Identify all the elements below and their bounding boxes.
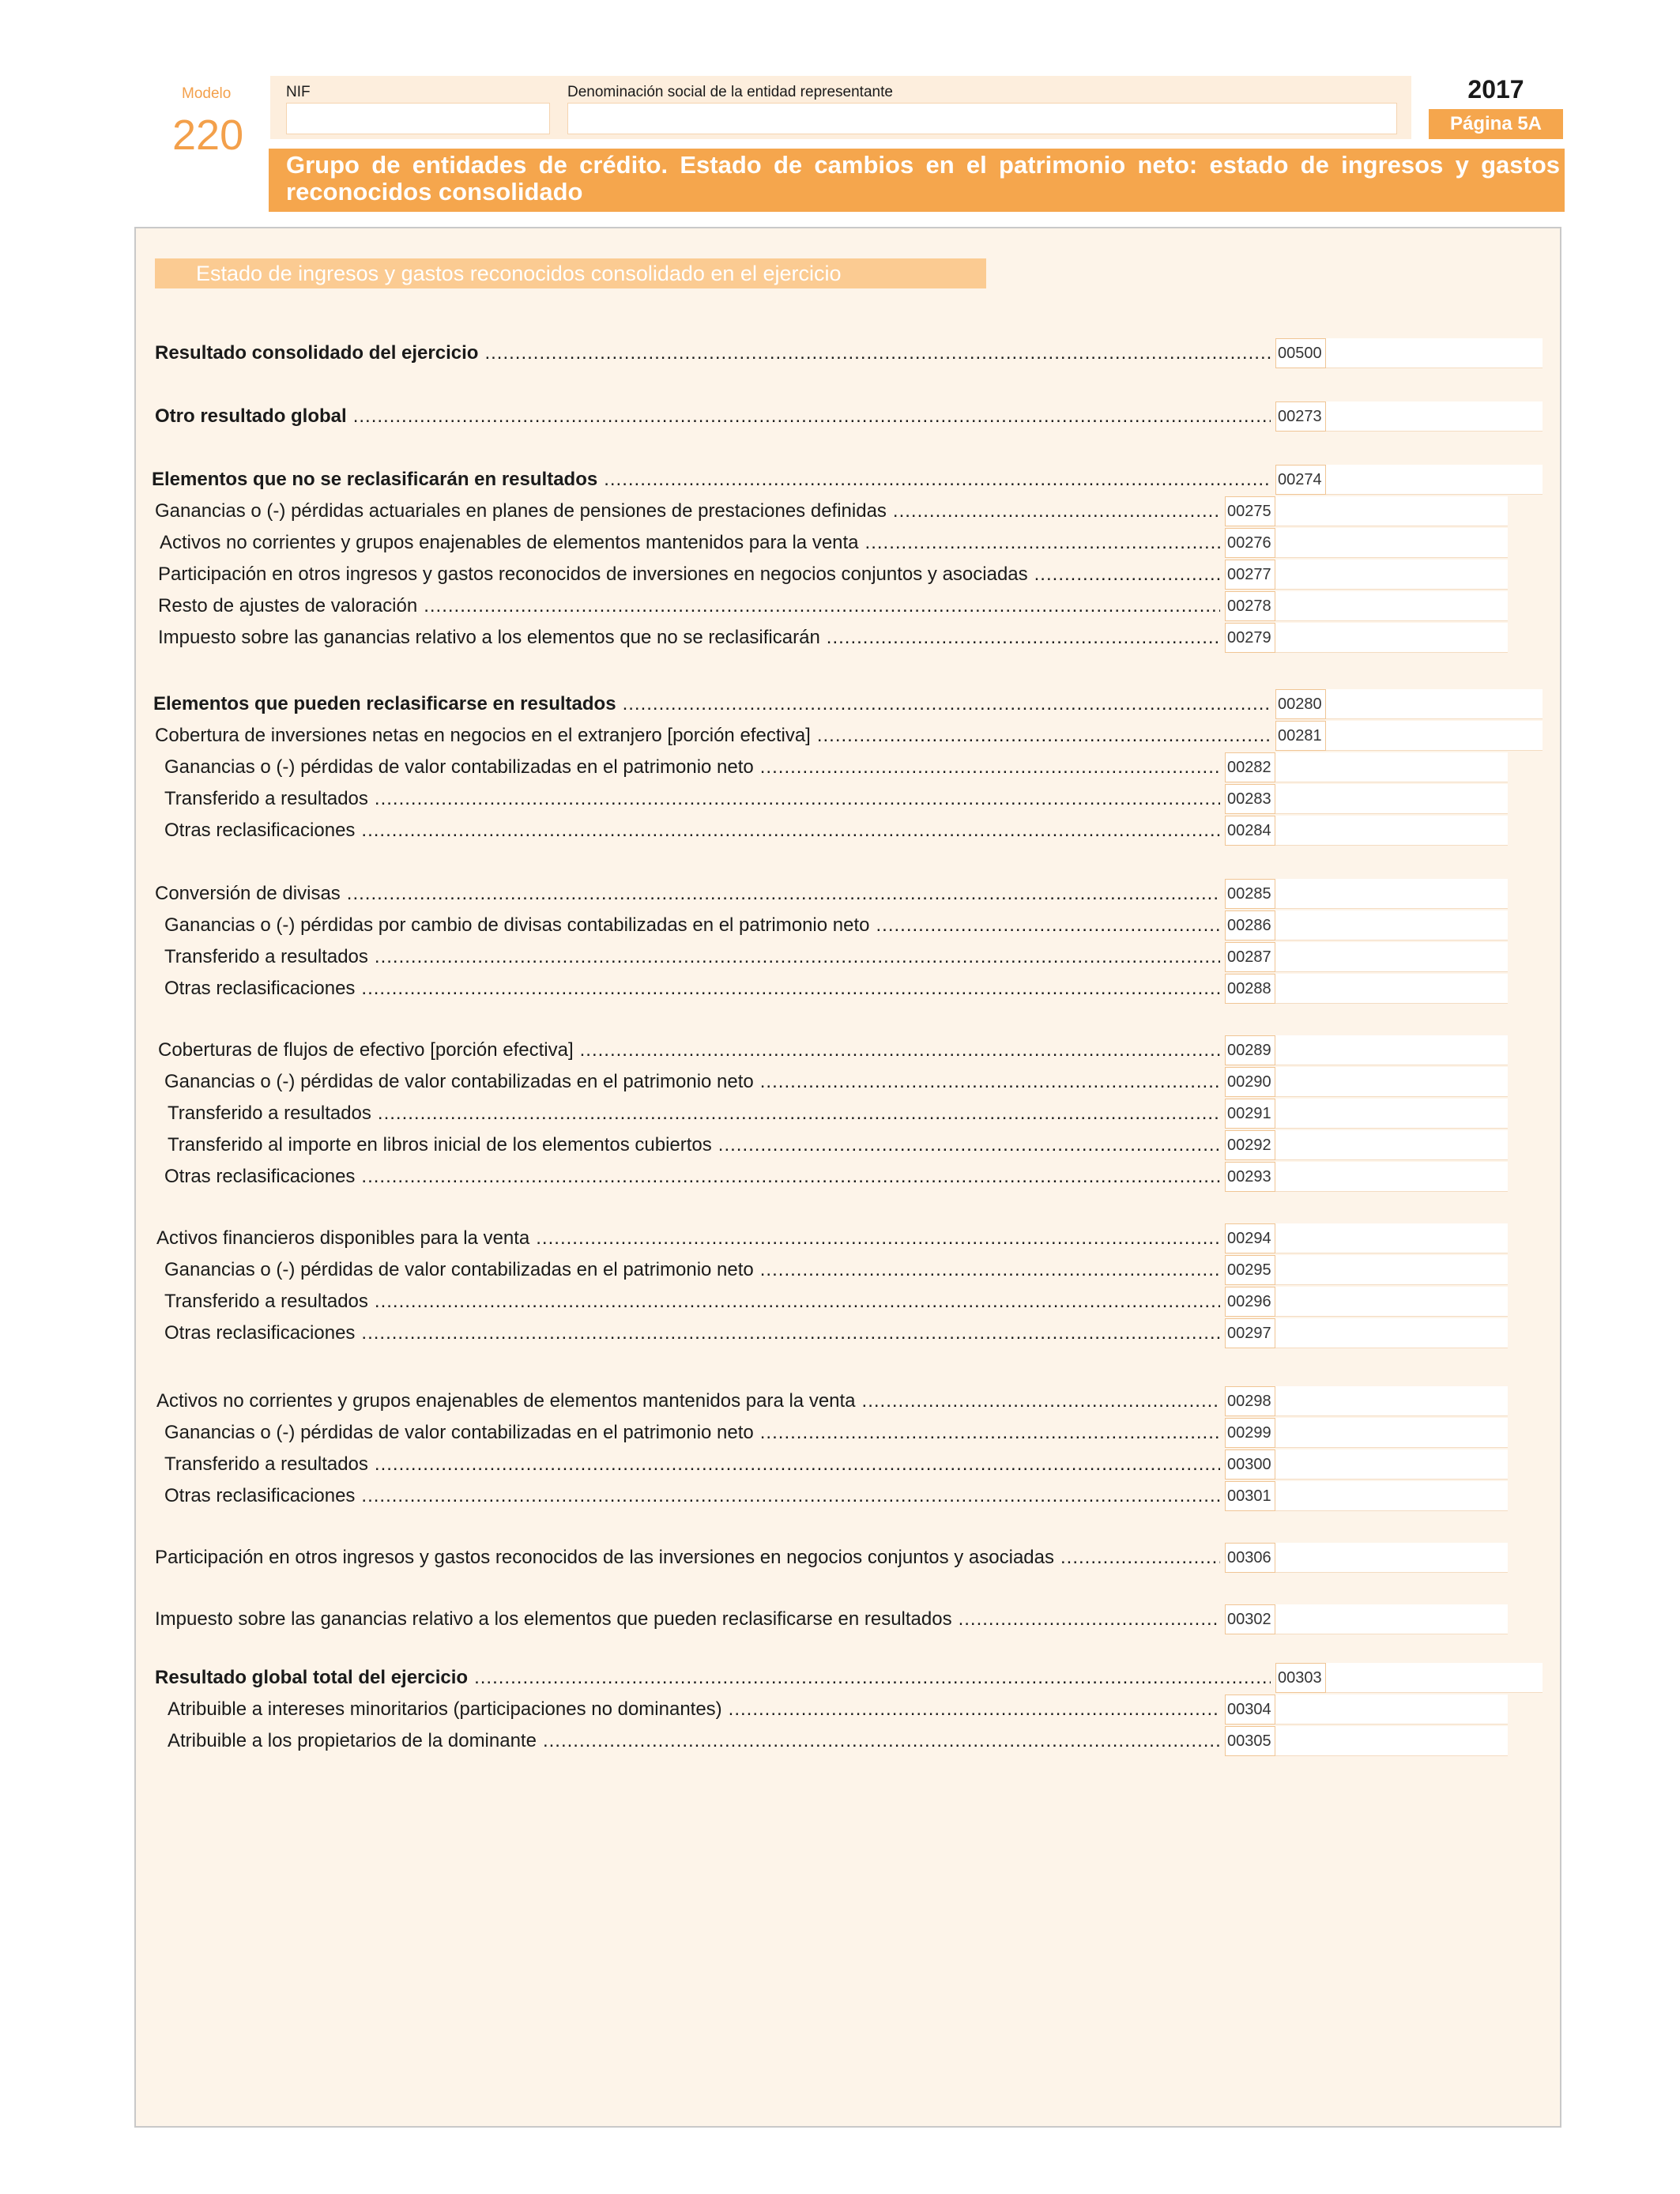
row-label: Elementos que pueden reclasificarse en resultados (153, 693, 616, 714)
dot-leader (817, 724, 1271, 751)
nif-field[interactable] (286, 103, 550, 134)
form-row (164, 1418, 1508, 1448)
amount-field[interactable] (1275, 784, 1508, 814)
page-title: Grupo de entidades de crédito. Estado de cambios en el patrimonio neto: estado de ingresos y gastos reconocidos consolidado (286, 151, 1560, 205)
row-code: 00279 (1225, 623, 1275, 653)
amount-field[interactable] (1275, 1130, 1508, 1160)
amount-field[interactable] (1275, 1035, 1508, 1065)
amount-field[interactable] (1326, 338, 1543, 368)
dot-leader (760, 1421, 1220, 1448)
form-row (158, 623, 1508, 653)
row-label: Elementos que no se reclasificarán en resultados (152, 469, 598, 490)
row-label: Transferido a resultados (168, 1103, 371, 1124)
form-row (164, 1449, 1508, 1480)
row-label: Resultado global total del ejercicio (155, 1667, 469, 1688)
row-code: 00299 (1225, 1418, 1275, 1448)
form-row (164, 752, 1508, 782)
dot-leader (623, 692, 1271, 719)
form-row (164, 1255, 1508, 1285)
dot-leader (361, 1165, 1220, 1192)
row-label: Resto de ajustes de valoración (158, 595, 418, 616)
form-row (164, 1481, 1508, 1511)
row-code: 00297 (1225, 1318, 1275, 1348)
dot-leader (876, 914, 1221, 941)
row-code: 00273 (1275, 401, 1326, 432)
row-code: 00500 (1275, 338, 1326, 368)
amount-field[interactable] (1275, 1418, 1508, 1448)
form-row (155, 721, 1543, 751)
row-code: 00292 (1225, 1130, 1275, 1160)
form-row (155, 879, 1508, 909)
dot-leader (1034, 563, 1220, 590)
row-code: 00291 (1225, 1099, 1275, 1129)
dot-leader (484, 341, 1271, 368)
row-label: Transferido a resultados (164, 1291, 368, 1312)
amount-field[interactable] (1275, 974, 1508, 1004)
row-code: 00302 (1225, 1604, 1275, 1634)
row-code: 00293 (1225, 1162, 1275, 1192)
row-label: Activos financieros disponibles para la venta (156, 1227, 530, 1249)
form-row (164, 816, 1508, 846)
row-code: 00283 (1225, 784, 1275, 814)
row-code: 00290 (1225, 1067, 1275, 1097)
row-code: 00276 (1225, 528, 1275, 558)
amount-field[interactable] (1275, 1162, 1508, 1192)
amount-field[interactable] (1275, 752, 1508, 782)
form-row (168, 1130, 1508, 1160)
form-row (168, 1099, 1508, 1129)
form-row (164, 1318, 1508, 1348)
form-row (155, 1543, 1508, 1573)
amount-field[interactable] (1275, 591, 1508, 621)
dot-leader (474, 1666, 1271, 1693)
form-row (156, 1223, 1508, 1253)
dot-leader (865, 531, 1220, 558)
dot-leader (536, 1227, 1220, 1253)
dot-leader (361, 977, 1220, 1004)
dot-leader (375, 1290, 1220, 1317)
row-code: 00288 (1225, 974, 1275, 1004)
amount-field[interactable] (1326, 1663, 1543, 1693)
row-code: 00301 (1225, 1481, 1275, 1511)
row-label: Participación en otros ingresos y gastos reconocidos de inversiones en negocios conjuntos y asociadas (158, 564, 1028, 585)
row-code: 00289 (1225, 1035, 1275, 1065)
row-label: Ganancias o (-) pérdidas de valor contabilizadas en el patrimonio neto (164, 1259, 754, 1280)
row-label: Activos no corrientes y grupos enajenables de elementos mantenidos para la venta (156, 1390, 856, 1412)
form-row (164, 1162, 1508, 1192)
dot-leader (378, 1102, 1220, 1129)
form-row (158, 591, 1508, 621)
row-label: Participación en otros ingresos y gastos reconocidos de las inversiones en negocios conjuntos y asociadas (155, 1547, 1054, 1568)
row-label: Impuesto sobre las ganancias relativo a los elementos que pueden reclasificarse en resultados (155, 1608, 952, 1630)
form-row (160, 528, 1508, 558)
amount-field[interactable] (1275, 1318, 1508, 1348)
form-row (155, 496, 1508, 526)
row-label: Ganancias o (-) pérdidas por cambio de divisas contabilizadas en el patrimonio neto (164, 914, 870, 936)
form-row (164, 1287, 1508, 1317)
row-label: Ganancias o (-) pérdidas de valor contabilizadas en el patrimonio neto (164, 1422, 754, 1443)
year: 2017 (1467, 75, 1524, 104)
dot-leader (375, 787, 1220, 814)
dot-leader (361, 1484, 1220, 1511)
row-label: Cobertura de inversiones netas en negocios en el extranjero [porción efectiva] (155, 725, 811, 746)
row-label: Ganancias o (-) pérdidas actuariales en planes de pensiones de prestaciones definidas (155, 500, 887, 522)
dot-leader (827, 626, 1220, 653)
denominacion-field[interactable] (567, 103, 1397, 134)
row-code: 00277 (1225, 560, 1275, 590)
form-row (164, 784, 1508, 814)
section-title: Estado de ingresos y gastos reconocidos consolidado en el ejercicio (155, 258, 986, 288)
amount-field[interactable] (1326, 401, 1543, 432)
form-row (152, 465, 1543, 495)
amount-field[interactable] (1275, 1223, 1508, 1253)
amount-field[interactable] (1275, 1481, 1508, 1511)
row-code: 00305 (1225, 1726, 1275, 1756)
dot-leader (543, 1729, 1220, 1756)
row-label: Ganancias o (-) pérdidas de valor contabilizadas en el patrimonio neto (164, 756, 754, 778)
row-code: 00286 (1225, 910, 1275, 941)
form-row (158, 1035, 1508, 1065)
row-label: Otro resultado global (155, 405, 347, 427)
dot-leader (718, 1133, 1220, 1160)
dot-leader (959, 1608, 1220, 1634)
row-label: Otras reclasificaciones (164, 978, 356, 999)
row-code: 00295 (1225, 1255, 1275, 1285)
dot-leader (424, 594, 1220, 621)
row-label: Transferido a resultados (164, 946, 368, 967)
dot-leader (361, 1321, 1220, 1348)
row-code: 00287 (1225, 942, 1275, 972)
row-code: 00298 (1225, 1386, 1275, 1416)
dot-leader (347, 882, 1220, 909)
row-code: 00296 (1225, 1287, 1275, 1317)
modelo-number: 220 (172, 111, 244, 159)
row-label: Impuesto sobre las ganancias relativo a los elementos que no se reclasificarán (158, 627, 820, 648)
row-label: Transferido al importe en libros inicial de los elementos cubiertos (168, 1134, 712, 1155)
dot-leader (361, 819, 1220, 846)
row-code: 00304 (1225, 1695, 1275, 1725)
amount-field[interactable] (1275, 1449, 1508, 1480)
amount-field[interactable] (1275, 942, 1508, 972)
nif-label: NIF (286, 84, 311, 100)
row-label: Otras reclasificaciones (164, 820, 356, 841)
form-row (168, 1726, 1508, 1756)
dot-leader (1060, 1546, 1220, 1573)
amount-field[interactable] (1275, 1287, 1508, 1317)
row-label: Conversión de divisas (155, 883, 341, 904)
row-code: 00281 (1275, 721, 1326, 751)
denominacion-label: Denominación social de la entidad representante (567, 84, 893, 100)
row-code: 00274 (1275, 465, 1326, 495)
row-code: 00282 (1225, 752, 1275, 782)
amount-field[interactable] (1275, 1726, 1508, 1756)
form-row (153, 689, 1543, 719)
row-label: Transferido a resultados (164, 788, 368, 809)
modelo-label: Modelo (182, 85, 232, 102)
form-row (155, 338, 1543, 368)
amount-field[interactable] (1275, 1255, 1508, 1285)
amount-field[interactable] (1275, 1099, 1508, 1129)
form-row (155, 401, 1543, 432)
row-label: Atribuible a los propietarios de la dominante (168, 1730, 537, 1751)
dot-leader (580, 1039, 1220, 1065)
row-label: Activos no corrientes y grupos enajenables de elementos mantenidos para la venta (160, 532, 859, 553)
amount-field[interactable] (1326, 689, 1543, 719)
row-label: Resultado consolidado del ejercicio (155, 342, 479, 364)
row-label: Otras reclasificaciones (164, 1166, 356, 1187)
form-row (155, 1663, 1543, 1693)
dot-leader (729, 1698, 1220, 1725)
form-row (164, 910, 1508, 941)
amount-field[interactable] (1275, 1067, 1508, 1097)
amount-field[interactable] (1275, 1604, 1508, 1634)
row-code: 00303 (1275, 1663, 1326, 1693)
dot-leader (760, 1070, 1220, 1097)
row-label: Transferido a resultados (164, 1453, 368, 1475)
row-code: 00284 (1225, 816, 1275, 846)
amount-field[interactable] (1275, 528, 1508, 558)
page-badge: Página 5A (1429, 109, 1563, 139)
row-label: Otras reclasificaciones (164, 1322, 356, 1344)
amount-field[interactable] (1275, 1386, 1508, 1416)
amount-field[interactable] (1326, 465, 1543, 495)
amount-field[interactable] (1275, 1543, 1508, 1573)
form-row (158, 560, 1508, 590)
dot-leader (893, 499, 1220, 526)
amount-field[interactable] (1275, 496, 1508, 526)
row-code: 00306 (1225, 1543, 1275, 1573)
form-row (164, 942, 1508, 972)
dot-leader (862, 1389, 1220, 1416)
amount-field[interactable] (1275, 560, 1508, 590)
dot-leader (604, 468, 1271, 495)
form-row (168, 1695, 1508, 1725)
row-code: 00275 (1225, 496, 1275, 526)
form-row (164, 974, 1508, 1004)
form-row (155, 1604, 1508, 1634)
dot-leader (375, 945, 1220, 972)
form-row (164, 1067, 1508, 1097)
dot-leader (375, 1453, 1220, 1480)
row-label: Ganancias o (-) pérdidas de valor contabilizadas en el patrimonio neto (164, 1071, 754, 1092)
row-code: 00300 (1225, 1449, 1275, 1480)
row-code: 00285 (1225, 879, 1275, 909)
amount-field[interactable] (1275, 879, 1508, 909)
row-label: Coberturas de flujos de efectivo [porción efectiva] (158, 1039, 574, 1061)
row-label: Atribuible a intereses minoritarios (participaciones no dominantes) (168, 1698, 722, 1720)
amount-field[interactable] (1275, 623, 1508, 653)
amount-field[interactable] (1275, 910, 1508, 941)
dot-leader (760, 1258, 1220, 1285)
amount-field[interactable] (1275, 1695, 1508, 1725)
dot-leader (760, 756, 1220, 782)
amount-field[interactable] (1326, 721, 1543, 751)
row-code: 00278 (1225, 591, 1275, 621)
row-label: Otras reclasificaciones (164, 1485, 356, 1506)
amount-field[interactable] (1275, 816, 1508, 846)
row-code: 00294 (1225, 1223, 1275, 1253)
form-row (156, 1386, 1508, 1416)
dot-leader (353, 405, 1271, 432)
row-code: 00280 (1275, 689, 1326, 719)
